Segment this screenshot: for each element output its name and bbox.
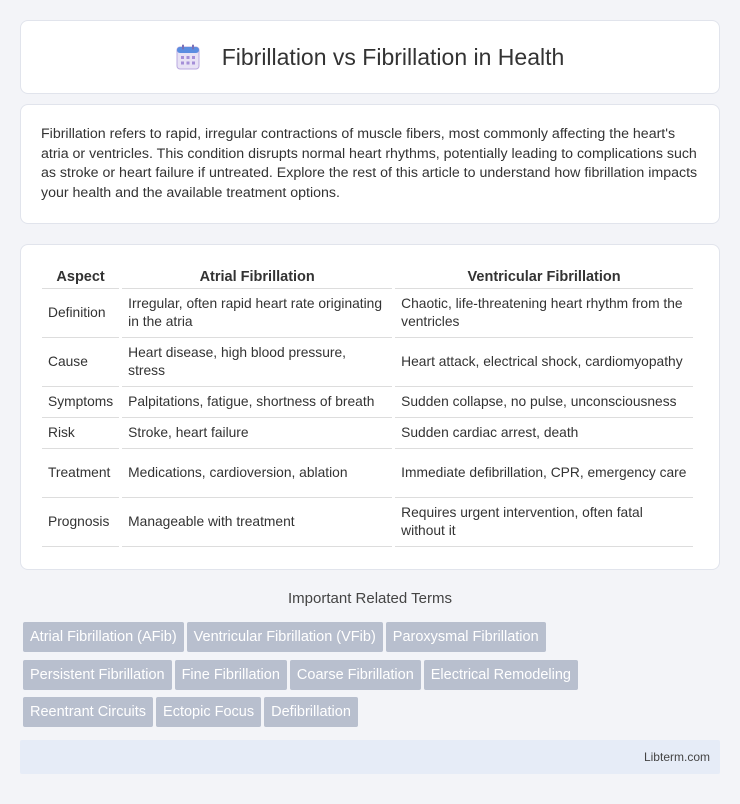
row-atrial: Irregular, often rapid heart rate originating in the atria (122, 289, 392, 338)
related-term-tag[interactable]: Fine Fibrillation (175, 660, 287, 690)
intro-card (20, 104, 720, 224)
row-atrial: Manageable with treatment (122, 498, 392, 547)
related-term-tag[interactable]: Ventricular Fibrillation (VFib) (187, 622, 383, 652)
row-aspect: Symptoms (42, 387, 119, 418)
table-row (42, 498, 693, 547)
footer (20, 740, 720, 774)
table-row (42, 289, 693, 338)
row-ventricular: Sudden collapse, no pulse, unconsciousness (395, 387, 693, 418)
row-aspect: Definition (42, 289, 119, 338)
table-row (42, 449, 693, 498)
table-row (42, 418, 693, 449)
related-terms-list (23, 622, 713, 735)
header-card (20, 20, 720, 94)
related-term-tag[interactable]: Atrial Fibrillation (AFib) (23, 622, 184, 652)
related-term-tag[interactable]: Electrical Remodeling (424, 660, 578, 690)
related-term-tag[interactable]: Coarse Fibrillation (290, 660, 421, 690)
intro-paragraph: Fibrillation refers to rapid, irregular contractions of muscle fibers, most commonly affecting the heart's atria or ventricles. This condition disrupts normal heart rhythms, potentially leading to complications such as stroke or heart failure if untreated. Explore the rest of this article to understand how fibrillation impacts your health and the available treatment options. (41, 126, 698, 201)
related-terms-heading: Important Related Terms (288, 590, 452, 607)
table-header-row (42, 265, 693, 289)
row-aspect: Prognosis (42, 498, 119, 547)
column-header-atrial: Atrial Fibrillation (122, 265, 392, 289)
row-atrial: Medications, cardioversion, ablation (122, 449, 392, 498)
table-row (42, 338, 693, 387)
table-row (42, 387, 693, 418)
related-term-tag[interactable]: Paroxysmal Fibrillation (386, 622, 546, 652)
related-term-tag[interactable]: Defibrillation (264, 697, 358, 727)
title-wrap (176, 44, 565, 71)
page-title: Fibrillation vs Fibrillation in Health (221, 43, 565, 70)
row-atrial: Heart disease, high blood pressure, stress (122, 338, 392, 387)
row-ventricular: Immediate defibrillation, CPR, emergency care (395, 449, 693, 498)
related-term-tag[interactable]: Ectopic Focus (156, 697, 261, 727)
row-atrial: Stroke, heart failure (122, 418, 392, 449)
row-aspect: Cause (42, 338, 119, 387)
row-ventricular: Requires urgent intervention, often fatal without it (395, 498, 693, 547)
row-aspect: Treatment (42, 449, 119, 498)
related-term-tag[interactable]: Persistent Fibrillation (23, 660, 172, 690)
calendar-icon (176, 44, 200, 70)
related-term-tag[interactable]: Reentrant Circuits (23, 697, 153, 727)
footer-brand-link[interactable]: Libterm.com (643, 750, 710, 764)
column-header-aspect: Aspect (42, 265, 119, 289)
row-aspect: Risk (42, 418, 119, 449)
column-header-ventricular: Ventricular Fibrillation (395, 265, 693, 289)
row-atrial: Palpitations, fatigue, shortness of breath (122, 387, 392, 418)
row-ventricular: Heart attack, electrical shock, cardiomyopathy (395, 338, 693, 387)
row-ventricular: Chaotic, life-threatening heart rhythm from the ventricles (395, 289, 693, 338)
comparison-card (20, 244, 720, 570)
comparison-table (39, 265, 696, 547)
row-ventricular: Sudden cardiac arrest, death (395, 418, 693, 449)
